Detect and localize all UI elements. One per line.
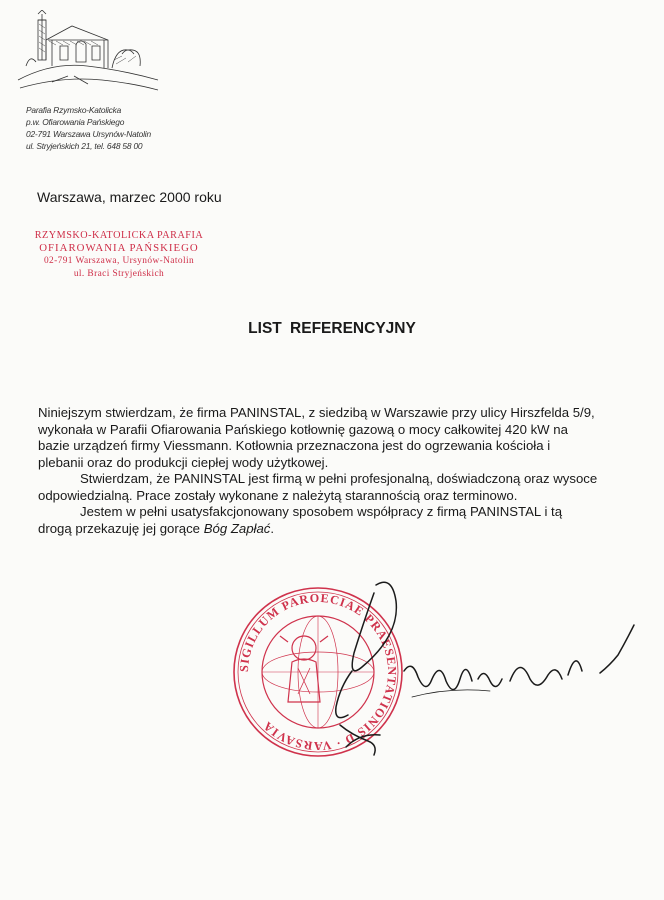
paragraph-1: Niniejszym stwierdzam, że firma PANINSTAL, z siedzibą w Warszawie przy ulicy Hirszfelda 5/9, wykonała w Parafii Ofiarowania Pańskiego kotłownię gazową o mocy całkowitej 420 kW na bazie urządzeń firmy Viessmann. Kotłownia przeznaczona jest do ogrzewania kościoła i plebanii oraz do produkcji ciepłej wody użytkowej. [38,405,595,470]
parish-address-block [26,104,151,152]
church-logo-drawing [12,10,162,105]
address-line: p.w. Ofiarowania Pańskiego [26,117,125,127]
stamp-line: ul. Braci Stryjeńskich [73,269,165,279]
document-title: LIST REFERENCYJNY [248,320,416,337]
paragraph-2: Stwierdzam, że PANINSTAL jest firmą w pełni profesjonalną, doświadczoną oraz wysoce odpowiedzialną. Prace zostały wykonane z należytą starannością oraz terminowo. [38,471,598,503]
seal-text: SIGILLUM PAROECIAE PRAESENTATIONIS D · VARSAVIA [236,590,400,754]
letter-body [38,405,598,537]
paragraph-3: Jestem w pełni usatysfakcjonowany sposobem współpracy z firmą PANINSTAL i tą drogą przekazuję jej gorące Bóg Zapłać. [38,504,563,536]
handwritten-signature [300,575,650,760]
address-line: Parafia Rzymsko-Katolicka [26,105,122,115]
closing-phrase: Bóg Zapłać [203,520,271,536]
company-name: PANINSTAL [173,471,245,486]
parish-stamp [29,229,209,281]
address-line: ul. Stryjeńskich 21, tel. 648 58 00 [26,141,143,151]
stamp-line: OFIAROWANIA PAŃSKIEGO [39,242,199,254]
place-date: Warszawa, marzec 2000 roku [37,189,222,205]
stamp-line: RZYMSKO-KATOLICKA PARAFIA [34,230,204,241]
company-name: PANINSTAL [469,504,541,519]
company-name: PANINSTAL [230,405,302,420]
address-line: 02-791 Warszawa Ursynów-Natolin [26,129,151,139]
stamp-line: 02-791 Warszawa, Ursynów-Natolin [43,256,195,266]
